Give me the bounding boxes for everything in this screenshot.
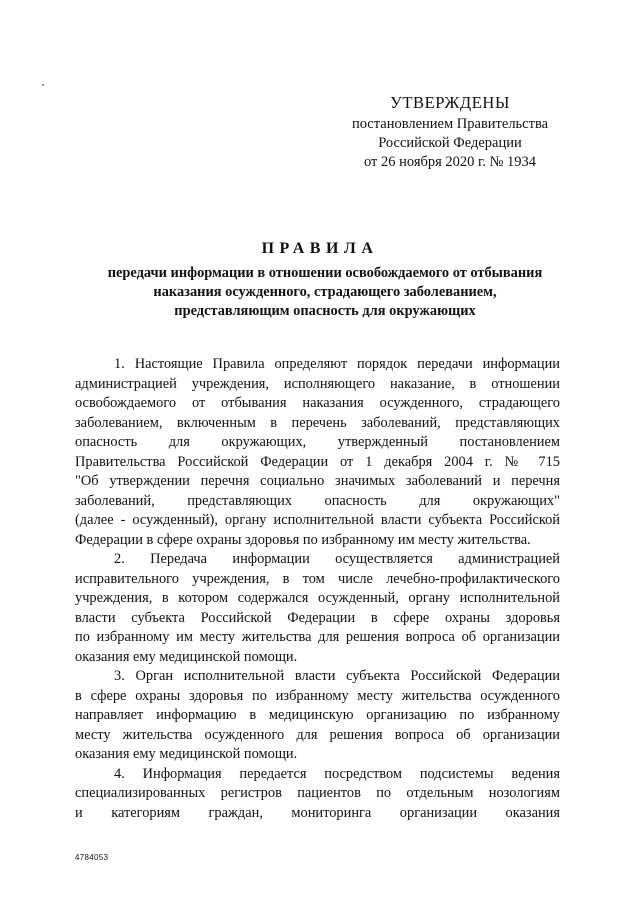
paragraph-line: и категориям граждан, мониторинга организации оказания: [75, 804, 560, 821]
subtitle-line: передачи информации в отношении освобождаемого от отбывания: [107, 265, 543, 281]
subtitle-line: наказания осужденного, страдающего заболеванием,: [153, 284, 497, 300]
paragraph-1: [75, 355, 560, 550]
paragraph-line: Правительства Российской Федерации от 1 декабря 2004 г. № 715: [75, 453, 560, 470]
approval-line-3: от 26 ноября 2020 г. № 1934: [363, 154, 537, 170]
paragraph-line: освобождаемого от отбывания наказания осужденного, страдающего: [75, 395, 560, 411]
paragraph-line: "Об утверждении перечня социально значимых заболеваний и перечня: [75, 473, 560, 489]
approval-line-2: Российской Федерации: [378, 135, 522, 151]
document-barcode-number: 4784053: [75, 853, 109, 862]
paragraph-line: по избранному им месту жительства для решения вопроса об организации: [75, 629, 560, 645]
paragraph-line: 4. Информация передается посредством подсистемы ведения: [114, 765, 560, 782]
approval-line-1: постановлением Правительства: [351, 116, 549, 132]
paragraph-line: специализированных регистров пациентов по отдельным нозологиям: [75, 785, 560, 801]
paragraph-3: [75, 667, 560, 765]
paragraph-line: администрацией учреждения, исполняющего наказание, в отношении: [75, 375, 560, 392]
approval-heading: УТВЕРЖДЕНЫ: [390, 93, 510, 112]
paragraph-line: заболеваний, представляющих опасность для окружающих": [75, 492, 560, 509]
paragraph-4: [75, 765, 560, 824]
paragraph-line: Федерации в сфере охраны здоровья по избранному им месту жительства.: [75, 531, 531, 548]
document-subtitle: [75, 264, 575, 321]
paragraph-line: 3. Орган исполнительной власти субъекта Российской Федерации: [114, 668, 560, 684]
paragraph-line: 2. Передача информации осуществляется администрацией: [114, 551, 560, 567]
paragraph-line: в сфере охраны здоровья по избранному месту жительства осужденного: [75, 687, 560, 704]
document-body: [75, 355, 560, 823]
paragraph-line: власти субъекта Российской Федерации в сфере охраны здоровья: [75, 609, 560, 626]
paragraph-line: направляет информацию в медицинскую организацию по избранному: [75, 707, 560, 723]
subtitle-line: представляющим опасность для окружающих: [174, 303, 476, 319]
approval-stamp: [330, 92, 570, 172]
document-title: ПРАВИЛА: [261, 240, 379, 257]
paragraph-line: 1. Настоящие Правила определяют порядок передачи информации: [114, 356, 560, 372]
paragraph-line: заболеванием, включенным в перечень заболеваний, представляющих: [75, 414, 560, 431]
scan-speck: [42, 84, 44, 86]
paragraph-line: (далее - осужденный), органу исполнительной власти субъекта Российской: [75, 512, 560, 528]
paragraph-2: [75, 550, 560, 667]
paragraph-line: месту жительства осужденного для решения вопроса об организации: [75, 726, 560, 743]
paragraph-line: опасность для окружающих, утвержденный постановлением: [75, 434, 560, 450]
paragraph-line: учреждения, в котором содержался осужденный, органу исполнительной: [75, 590, 560, 606]
paragraph-line: исправительного учреждения, в том числе лечебно-профилактического: [75, 570, 560, 587]
paragraph-line: оказания ему медицинской помощи.: [75, 746, 298, 762]
paragraph-line: оказания ему медицинской помощи.: [75, 648, 298, 665]
